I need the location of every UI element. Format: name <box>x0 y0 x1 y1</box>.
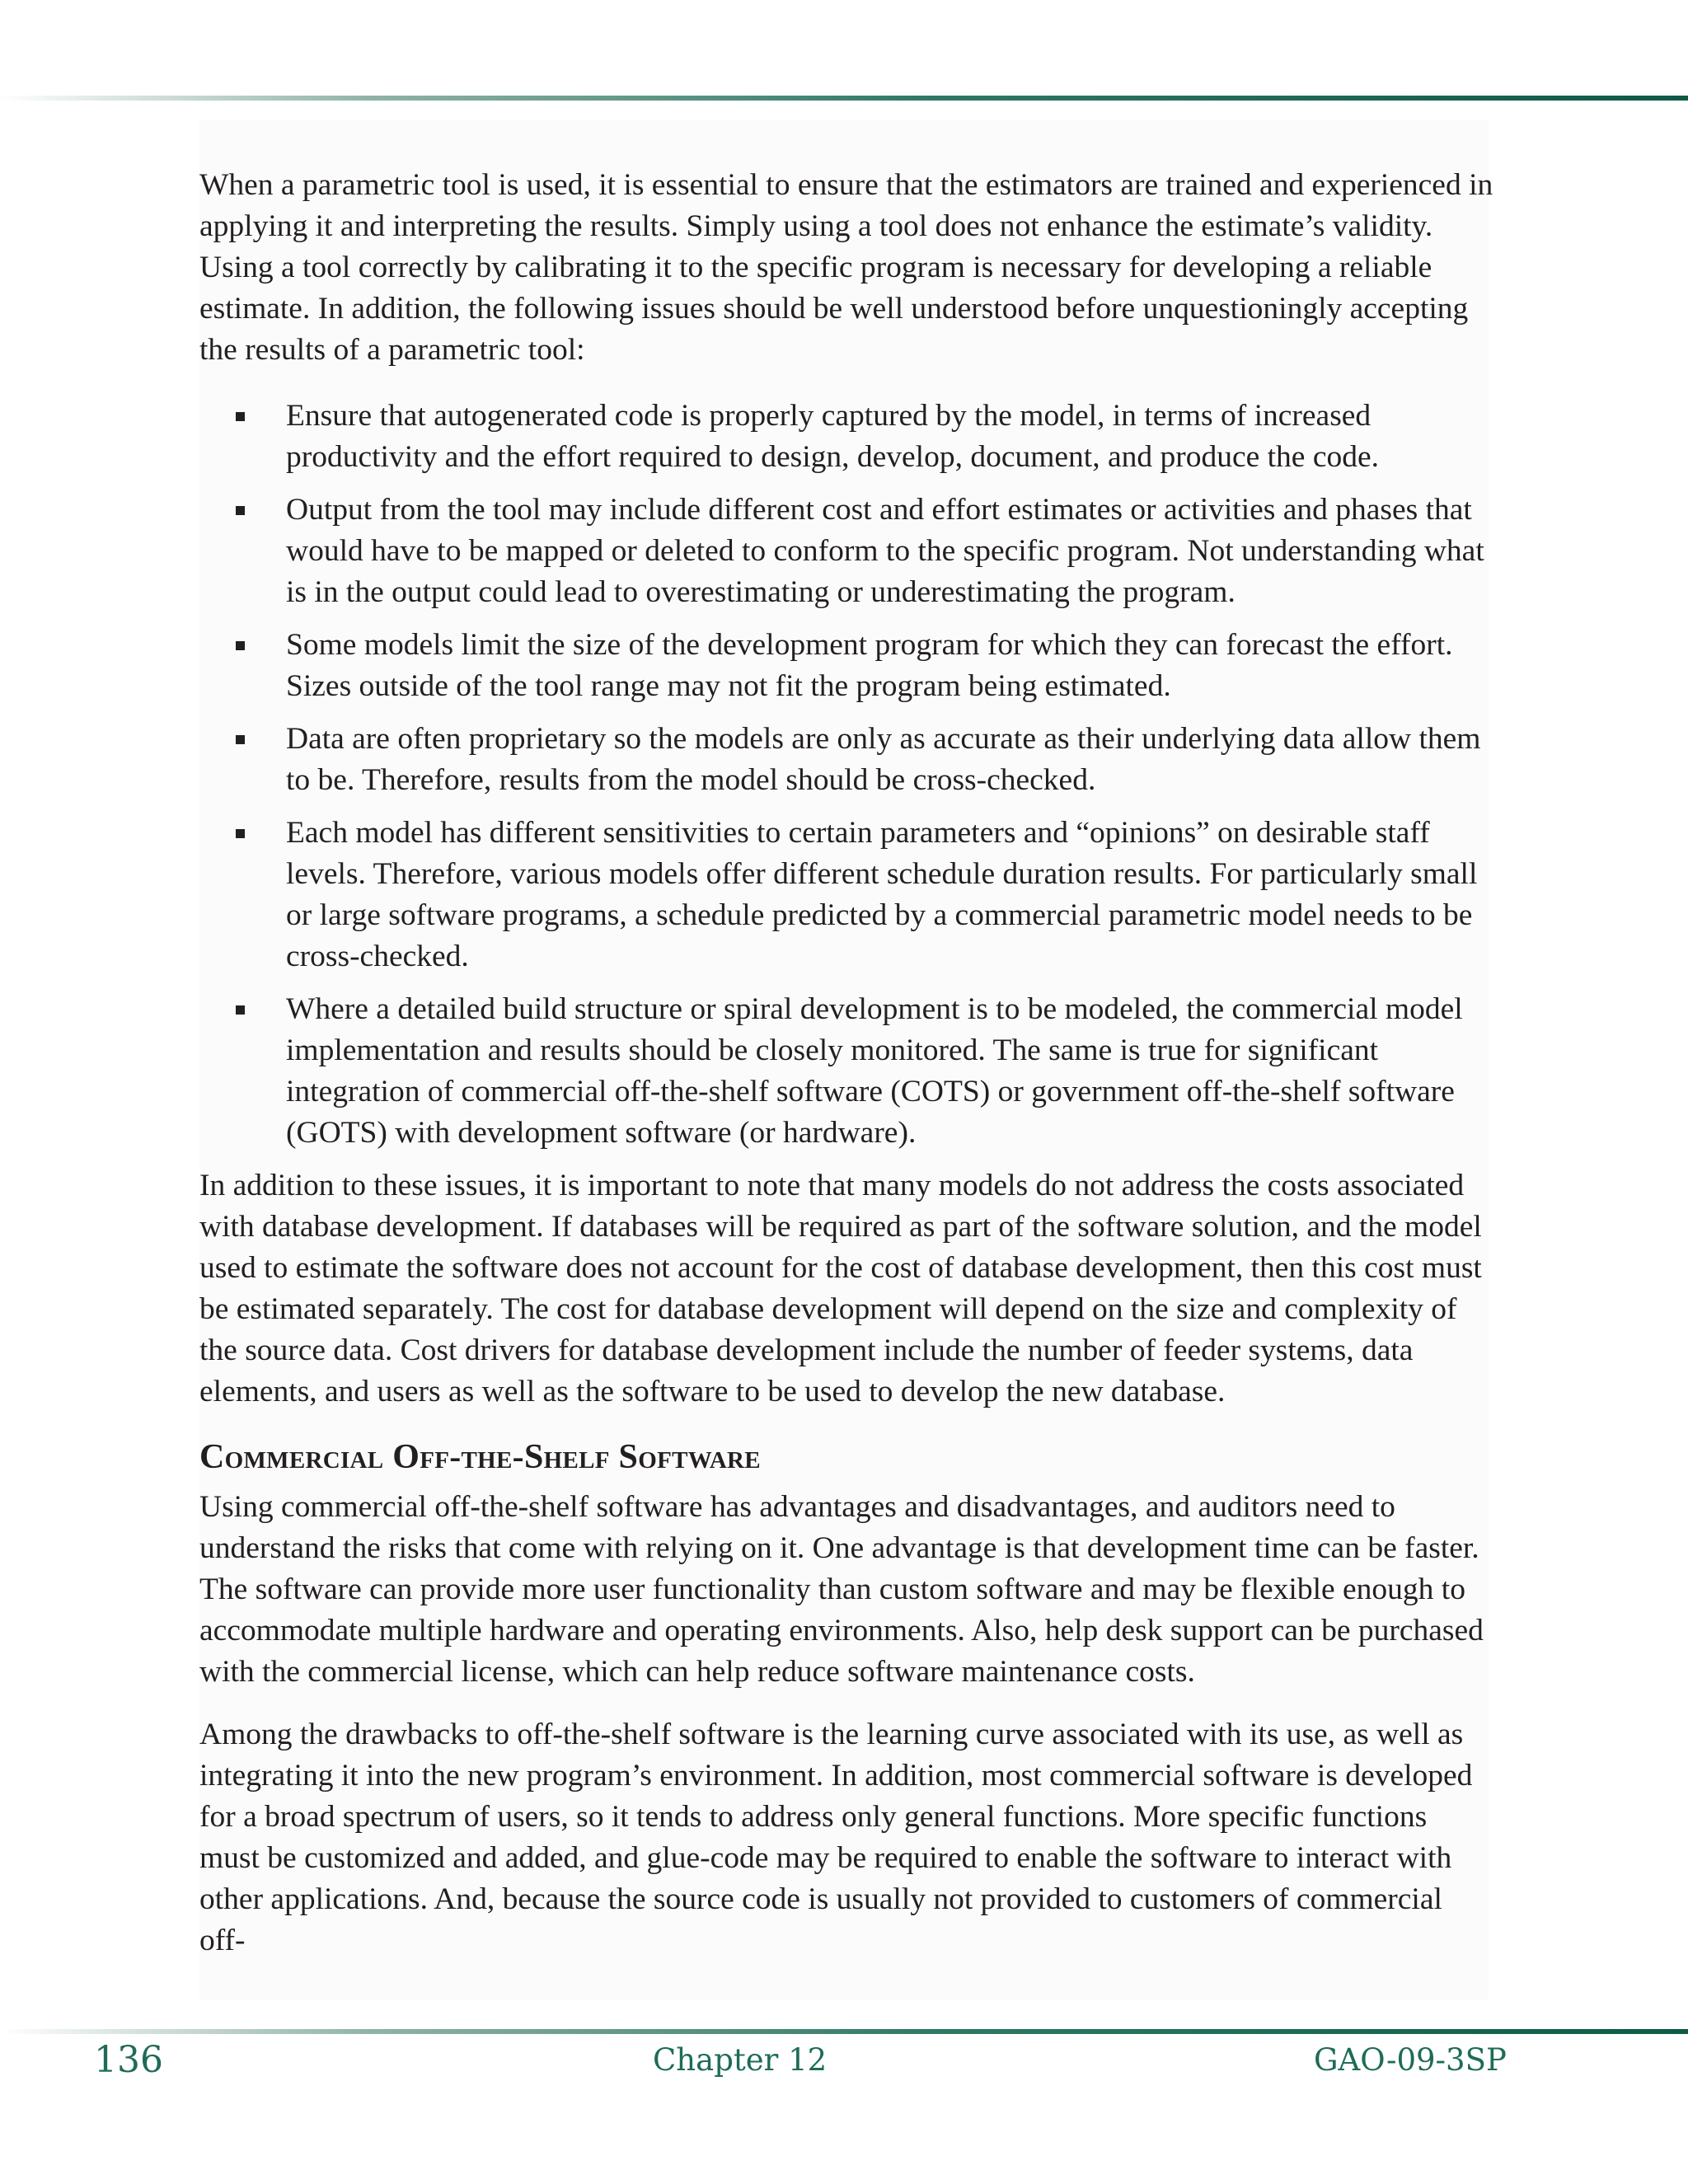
top-rule <box>0 96 1688 101</box>
list-item-text: Data are often proprietary so the models are only as accurate as their underlying data allow them to be. Therefore, results from the model should be cross-checked. <box>286 722 1481 797</box>
intro-paragraph: When a parametric tool is used, it is essential to ensure that the estimators are trained and experienced in applying it and interpreting the results. Simply using a tool does not enhance the estimate’s validity. Using a tool correctly by calibrating it to the specific program is necessary for developing a reliable estimate. In addition, the following issues should be well understood before unquestioningly accepting the results of a parametric tool: <box>199 168 1493 367</box>
cots-drawbacks-paragraph: Among the drawbacks to off-the-shelf software is the learning curve associated with its use, as well as integrating it into the new program’s environment. In addition, most commercial software is developed for a broad spectrum of users, so it tends to address only general functions. More specific functions must be customized and added, and glue-code may be required to enable the software to interact with other applications. And, because the source code is usually not provided to customers of commercial off- <box>199 1718 1473 1957</box>
page-number: 136 <box>94 2039 163 2081</box>
section-heading: Commercial Off-the-Shelf Software <box>199 1438 761 1476</box>
report-id: GAO-09-3SP <box>1314 2042 1507 2078</box>
list-item <box>199 396 1493 478</box>
square-bullet-icon <box>236 829 245 838</box>
list-item-text: Each model has different sensitivities to certain parameters and “opinions” on desirable staff levels. Therefore, various models offer different schedule duration results. For particularly small or large software programs, a schedule predicted by a commercial parametric model needs to be cross-checked. <box>286 816 1478 973</box>
footer-rule <box>0 2029 1688 2034</box>
list-item <box>199 719 1493 801</box>
list-item-text: Ensure that autogenerated code is properly captured by the model, in terms of increased productivity and the effort required to design, develop, document, and produce the code. <box>286 399 1379 474</box>
list-item <box>199 625 1493 707</box>
issues-list <box>199 396 1493 1154</box>
list-item-text: Some models limit the size of the development program for which they can forecast the effort. Sizes outside of the tool range may not fit the program being estimated. <box>286 628 1453 703</box>
list-item-text: Where a detailed build structure or spiral development is to be modeled, the commercial model implementation and results should be closely monitored. The same is true for significant integration of commercial off-the-shelf software (COTS) or government off-the-shelf software (GOTS) with development software (or hardware). <box>286 992 1463 1150</box>
chapter-label: Chapter 12 <box>653 2042 828 2078</box>
list-item-text: Output from the tool may include different cost and effort estimates or activities and phases that would have to be mapped or deleted to conform to the specific program. Not understanding what is in the output could lead to overestimating or underestimating the program. <box>286 493 1484 609</box>
square-bullet-icon <box>236 1005 245 1015</box>
cots-advantages-paragraph: Using commercial off-the-shelf software has advantages and disadvantages, and auditors need to understand the risks that come with relying on it. One advantage is that development time can be faster. The software can provide more user functionality than custom software and may be flexible enough to accommodate multiple hardware and operating environments. Also, help desk support can be purchased with the commercial license, which can help reduce software maintenance costs. <box>199 1490 1484 1689</box>
square-bullet-icon <box>236 412 245 421</box>
list-item <box>199 813 1493 977</box>
page-content <box>199 165 1493 1961</box>
list-item <box>199 989 1493 1154</box>
square-bullet-icon <box>236 506 245 515</box>
list-item <box>199 490 1493 613</box>
square-bullet-icon <box>236 735 245 744</box>
square-bullet-icon <box>236 641 245 650</box>
database-paragraph: In addition to these issues, it is important to note that many models do not address the costs associated with database development. If databases will be required as part of the software solution, and the model used to estimate the software does not account for the cost of database development, then this cost must be estimated separately. The cost for database development will depend on the size and complexity of the source data. Cost drivers for database development include the number of feeder systems, data elements, and users as well as the software to be used to develop the new database. <box>199 1169 1482 1408</box>
